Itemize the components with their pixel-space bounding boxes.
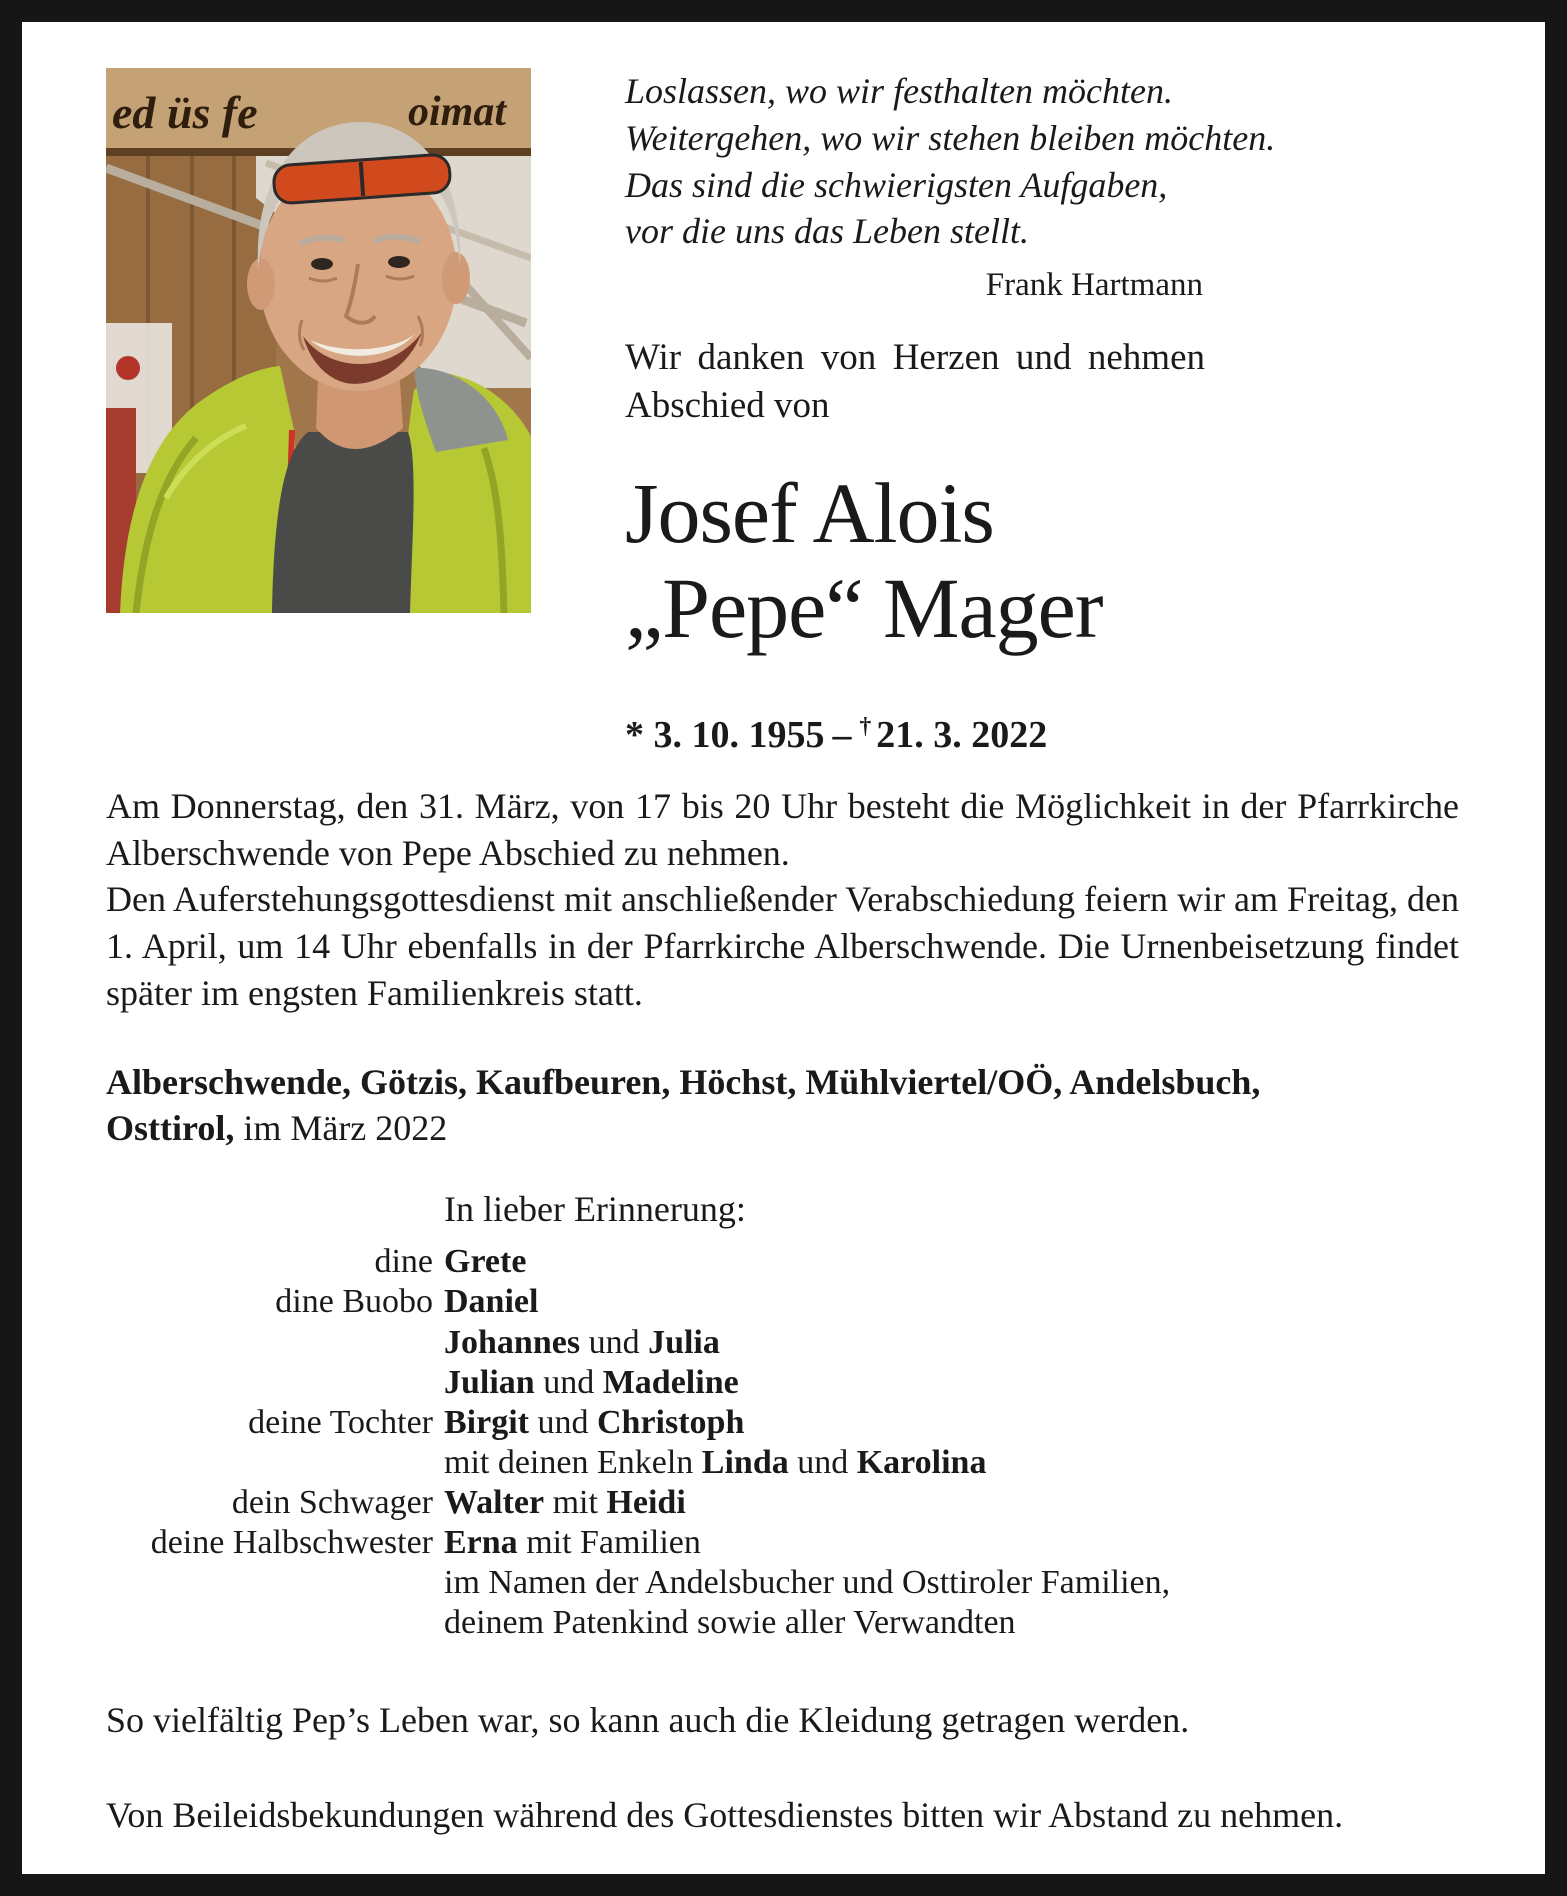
memorial-row — [106, 1282, 1459, 1322]
farewell-paragraph-2: Den Auferstehungsgottesdienst mit anschließender Verabschiedung feiern wir am Freitag, den 1. April, um 14 Uhr ebenfalls in der Pfarrkirche Alberschwende. Die Urnenbeisetzung findet später im engsten Familienkreis statt. — [106, 879, 1459, 1013]
farewell-details — [106, 783, 1459, 1017]
memorial-list — [106, 1242, 1459, 1643]
memorial-row-label: dine — [374, 1243, 433, 1281]
carving-text-right: oimat — [408, 89, 507, 135]
shirt — [272, 432, 414, 613]
memorial-row-names: Erna mit Familien — [444, 1524, 701, 1562]
cross-symbol: † — [859, 713, 872, 740]
memorial-row-names: mit deinen Enkeln Linda und Karolina — [444, 1443, 987, 1481]
memorial-row-names: Daniel — [444, 1283, 539, 1321]
farewell-paragraph-1: Am Donnerstag, den 31. März, von 17 bis 20 Uhr besteht die Möglichkeit in der Pfarrkirche Alberschwende von Pepe Abschied zu nehmen. — [106, 785, 1459, 873]
memorial-row-names: Birgit und Christoph — [444, 1403, 745, 1441]
memorial-row — [106, 1363, 1459, 1403]
memorial-row-label — [106, 1603, 433, 1643]
memorial-row-label — [106, 1363, 433, 1403]
deceased-name-line2: „Pepe“ Mager — [625, 559, 1103, 656]
memorial-row-label — [106, 1563, 433, 1603]
memorial-row-names: Johannes und Julia — [444, 1323, 720, 1361]
memorial-row-label: deine Halbschwester — [150, 1524, 433, 1562]
eye-left — [311, 258, 333, 270]
quote-line: Loslassen, wo wir festhalten möchten. — [625, 71, 1173, 111]
memorial-row — [106, 1242, 1459, 1282]
memorial-row-names: deinem Patenkind sowie aller Verwandten — [444, 1604, 1016, 1642]
quote — [625, 68, 1276, 255]
deceased-name-line1: Josef Alois — [625, 464, 994, 561]
places-line — [106, 1059, 1356, 1153]
places-date: im März 2022 — [234, 1108, 448, 1149]
condolence-note: Von Beileidsbekundungen während des Gottesdienstes bitten wir Abstand zu nehmen. — [106, 1795, 1344, 1836]
memorial-row-names: Grete — [444, 1243, 527, 1281]
memorial-row — [106, 1443, 1459, 1483]
memorial-row — [106, 1403, 1459, 1443]
quote-line: vor die uns das Leben stellt. — [625, 211, 1029, 252]
dates-dash: – — [832, 713, 852, 756]
memorial-row-names: im Namen der Andelsbucher und Osttiroler Familien, — [444, 1564, 1171, 1602]
memorial-row — [106, 1603, 1459, 1643]
memorial-row — [106, 1563, 1459, 1603]
memorial-row-label: dein Schwager — [231, 1483, 433, 1521]
places-bold: Alberschwende, Götzis, Kaufbeuren, Höchst, Mühlviertel/OÖ, Andelsbuch, Osttirol, — [106, 1061, 1261, 1149]
top-section — [106, 68, 1459, 757]
portrait-photo — [106, 68, 531, 613]
death-date: 21. 3. 2022 — [876, 713, 1048, 756]
quote-line: Das sind die schwierigsten Aufgaben, — [625, 164, 1168, 205]
memorial-row-label — [106, 1443, 433, 1483]
memorial-row — [106, 1523, 1459, 1563]
memorial-row-names: Walter mit Heidi — [444, 1483, 686, 1521]
memorial-row-label — [106, 1323, 433, 1363]
eye-right — [388, 256, 410, 268]
memorial-row-label: deine Tochter — [248, 1403, 433, 1441]
memorial-row — [106, 1323, 1459, 1363]
deceased-name — [625, 466, 1205, 655]
clothing-note: So vielfältig Pep’s Leben war, so kann auch die Kleidung getragen werden. — [106, 1700, 1190, 1741]
memorial-row-label: dine Buobo — [275, 1283, 433, 1321]
right-column — [625, 68, 1276, 757]
memorial-heading: In lieber Erinnerung: — [444, 1189, 746, 1230]
intro-text: Wir danken von Herzen und nehmen Abschied von — [625, 337, 1205, 426]
quote-attribution: Frank Hartmann — [985, 267, 1203, 304]
carving-text-left: ed üs fe — [112, 87, 258, 138]
birth-date: * 3. 10. 1955 — [625, 713, 825, 756]
memorial-row — [106, 1483, 1459, 1523]
quote-line: Weitergehen, wo wir stehen bleiben möchten. — [625, 117, 1276, 158]
life-dates — [625, 713, 1205, 757]
portrait-photo-illustration — [106, 68, 531, 613]
memorial-row-names: Julian und Madeline — [444, 1363, 739, 1401]
